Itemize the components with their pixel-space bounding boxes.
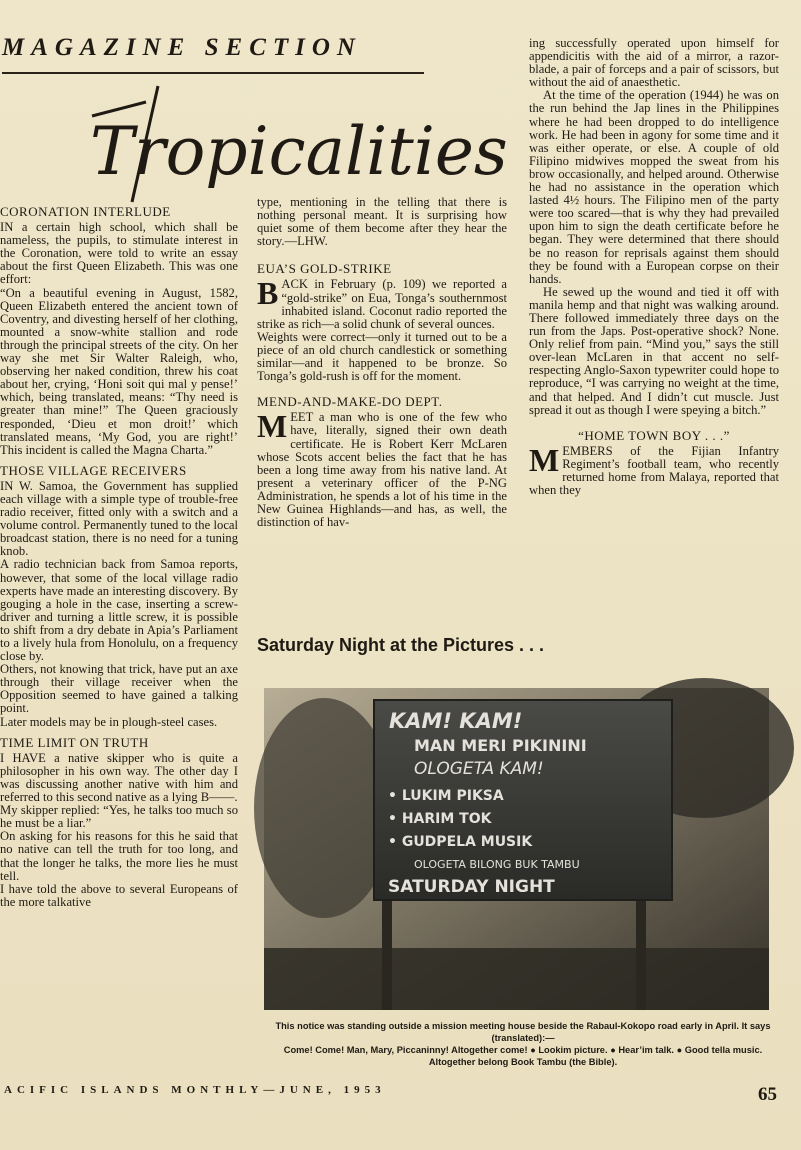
mission-sign-photo: [264, 688, 769, 1010]
heading-village-receivers: THOSE VILLAGE RECEIVERS: [0, 462, 187, 478]
heading-coronation: CORONATION INTERLUDE: [0, 204, 171, 219]
time-p3: On asking for his reasons for this he said that no native can tell the truth for too long, and that the longer he talks, the more lies he must tell.: [0, 829, 238, 883]
sign-line-8: SATURDAY NIGHT: [388, 877, 555, 897]
village-p1: IN W. Samoa, the Government has supplied each village with a simple type of trouble-free radio receiver, fitted only with a switch and a volume control. Permanently tuned to the local broadcast station, there is no need for a tuning knob.: [0, 478, 238, 559]
page-number: 65: [758, 1084, 777, 1105]
village-p4: Later models may be in plough-steel cases.: [0, 714, 218, 729]
eua-p1: BACK in February (p. 109) we reported a “gold-strike” on Eua, Tonga’s southernmost inhabited island. Coconut radio reported the strike as rich—a solid chunk of several ounces.: [257, 275, 507, 331]
drop-cap-m: M: [257, 408, 288, 445]
home-p1: MEMBERS of the Fijian Infantry Regiment’s football team, who recently returned home from Malaya, reported that when they: [529, 441, 779, 498]
footer-publication: ACIFIC ISLANDS MONTHLY—JUNE, 1953: [4, 1084, 386, 1096]
saturday-night-title: Saturday Night at the Pictures . . .: [257, 635, 545, 655]
sign-line-2: MAN MERI PIKININI: [414, 736, 587, 755]
sign-line-3: OLOGETA KAM!: [414, 759, 544, 779]
caption-line-1: This notice was standing outside a mission meeting house beside the Rabaul-Kokopo road early in April. It says (translated):—: [275, 1021, 771, 1043]
time-p4: I have told the above to several Europeans of the more talkative: [0, 881, 238, 909]
heading-home-town-boy: “HOME TOWN BOY . . .”: [578, 427, 730, 443]
tropicalities-logo: [88, 86, 508, 206]
heading-mend-and-make-do: MEND-AND-MAKE-DO DEPT.: [257, 394, 443, 410]
sign-line-7: OLOGETA BILONG BUK TAMBU: [414, 858, 580, 871]
photo-caption: [268, 1020, 778, 1068]
header-rule: [2, 72, 424, 74]
drop-cap-b: B: [257, 275, 279, 312]
column-middle: [257, 196, 507, 529]
logo-text: Tropicalities: [90, 113, 508, 190]
heading-time-limit: TIME LIMIT ON TRUTH: [0, 734, 149, 750]
time-p1: I HAVE a native skipper who is quite a philosopher in his own way. The other day I was discussing another native with him and referred to this second native as a lying B——.: [0, 750, 238, 805]
drop-cap-m2: M: [529, 441, 560, 478]
caption-line-2: Come! Come! Man, Mary, Piccaninny! Altogether come! ● Lookim picture. ● Hear’im talk. ● Good tella music. Altogether belong Book Tambu (the Bible).: [283, 1045, 763, 1067]
sign-line-4: • LUKIM PIKSA: [388, 788, 504, 804]
coronation-intro: IN a certain high school, which shall be nameless, the pupils, to stimulate interest in the Coronation, were told to write an essay about the first Queen Elizabeth. This was one effort:: [0, 220, 238, 287]
sign-line-1: KAM! KAM!: [389, 709, 523, 733]
heading-eua-gold: EUA’S GOLD-STRIKE: [257, 261, 392, 277]
village-p3: Others, not knowing that trick, have put an axe through their village receiver when the Opposition seemed to have gained a talking point.: [0, 662, 238, 716]
sign-line-6: • GUDPELA MUSIK: [388, 834, 533, 850]
eua-p2: Weights were correct—only it turned out to be a piece of an old church candlestick or something similar—and it happened to be bronze. So Tonga’s gold-rush is off for the moment.: [257, 329, 507, 384]
time-p2: My skipper replied: “Yes, he talks too much so he must be a liar.”: [0, 803, 238, 831]
mend-continued: ing successfully operated upon himself for appendicitis with the aid of a mirror, a razor-blade, a pair of forceps and a pair of scissors, but without the aid of anaesthetic.: [529, 36, 779, 90]
village-p2: A radio technician back from Samoa reports, however, that some of the local village radio experts have made an interesting discovery. By gouging a hole in the case, inserting a screw-driver and turning a little screw, it is possible to shift from a dry debate in Apia’s Parliament to a lively hula from Honolulu, on a frequency close by.: [0, 557, 238, 664]
mend-p1: MEET a man who is one of the few who have, literally, signed their own death certificate. He is Robert Kerr McLaren whose Scots accent belies the fact that he has been a long time away from his native land. At present a veterinary officer of the P-NG Administration, he spends a lot of his time in the New Guinea Highlands—and has, as well, the distinction of hav-: [257, 408, 507, 530]
section-title: MAGAZINE SECTION: [2, 34, 362, 61]
column-left: [0, 205, 238, 909]
column-right: [529, 37, 779, 497]
sign-line-5: • HARIM TOK: [388, 811, 492, 827]
mend-p3: He sewed up the wound and tied it off with manila hemp and that night was walking around. There followed immediately three days on the run from the Japs. Post-operative shock? None. Only relief from pain. “Mind you,” says the still over-lean McLaren in that accent no self-respecting Anglo-Saxon typewriter could hope to reproduce, “I was carrying no weight at the time, and that helped. And I didn’t cut muscle. Just spread it out as though I were speying a bitch.”: [529, 284, 779, 417]
mend-p2: At the time of the operation (1944) he was on the run behind the Jap lines in the Philippines where he had been dropped to do intelligence work. He had been in agony for some time and it was either operate, or else. A couple of old Filipino midwives mopped the sweat from his brow occasionally, and helped around. Otherwise he had no assistance in the operation which lasted 4½ hours. The Filipino men of the party were too scared—that is why they had prevailed upon him to sign the death certificate before he began. They were determined that there should be no reason for reprisals against them should they be found with a European corpse on their hands.: [529, 88, 779, 286]
time-continued: type, mentioning in the telling that there is nothing personal meant. It is surprising how quiet some of them become after they hear the story.—LHW.: [257, 195, 507, 249]
coronation-essay: “On a beautiful evening in August, 1582, Queen Elizabeth entered the ancient town of Coventry, and divesting herself of her clothing, mounted a snow-white stallion and rode through the principal streets of the city. On her way she met Sir Walter Raleigh, who, observing her naked condition, threw his coat about her, crying, ‘Honi soit qui mal y pense!’ which, being translated, means: “Thy need is greater than mine!” The Queen graciously responded, ‘Dieu et mon droit!’ which translated means, ‘My God, you are right!’ This incident is called the Magna Charta.”: [0, 285, 238, 457]
